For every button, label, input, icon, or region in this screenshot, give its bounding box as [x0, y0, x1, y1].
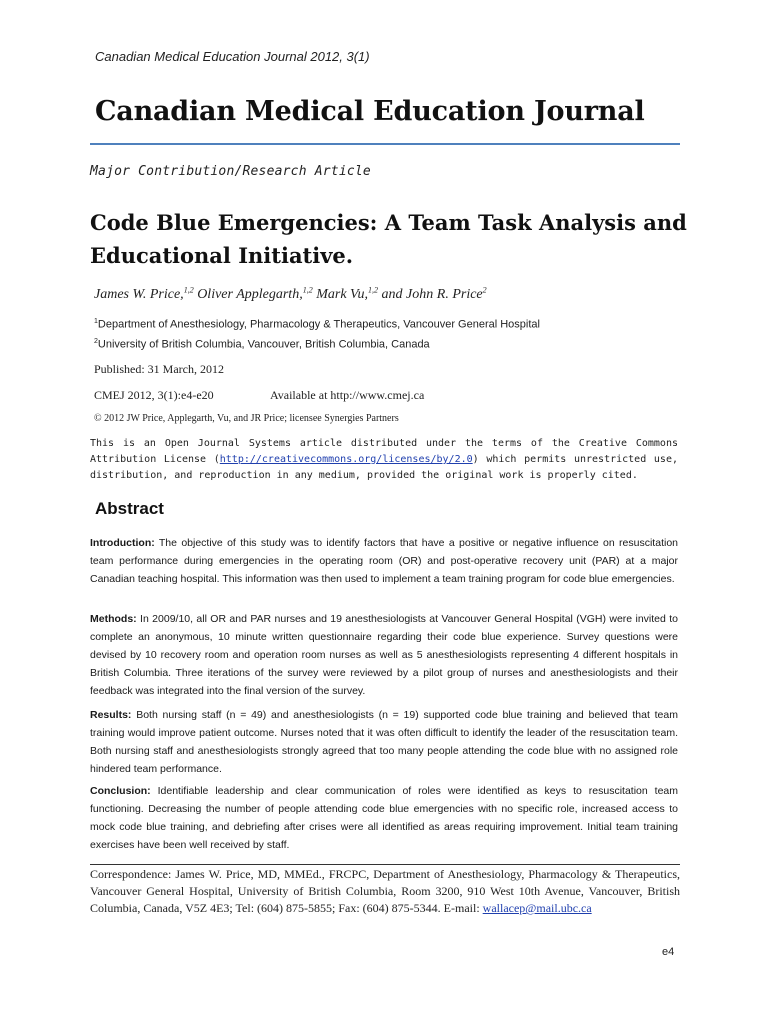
affiliation-2: $^2$University of British Columbia, Vancouver, British Columbia, Canada — [94, 338, 430, 351]
abstract-introduction: Introduction: The objective of this study was to identify factors that have a positive or negative influence on resuscitation team performance during emergencies in the operating room (OR) and post-operative recovery unit (PAR) at a major Canadian teaching hospital. This information was then used to implement a team training program for code blue emergencies. — [90, 537, 678, 585]
author: John R. Price$^2$ — [406, 285, 487, 302]
running-head: Canadian Medical Education Journal 2012, 3(1) — [95, 49, 370, 64]
email-link[interactable]: wallacep@mail.ubc.ca — [482, 901, 592, 915]
abstract-methods: Methods: In 2009/10, all OR and PAR nurses and 19 anesthesiologists at Vancouver General Hospital (VGH) were invited to complete an anonymous, 10 minute written questionnaire regarding their code blue experience. Survey questions were devised by 10 recovery room and operation room nurses as well as 5 anesthesiologists representing 4 different hospitals in British Columbia. Three iterations of the survey were reviewed by a pilot group of nurses and anesthesiologists and their feedback was integrated into the final version of the survey. — [90, 613, 678, 697]
abstract-heading: Abstract — [95, 499, 164, 518]
article-type: Major Contribution/Research Article — [90, 164, 371, 179]
title-rule — [90, 143, 680, 145]
abstract-results: Results: Both nursing staff (n = 49) and anesthesiologists (n = 19) supported code blue training and believed that team training would improve patient outcome. Nurses noted that it was often difficult to identify the leader of the resuscitation team. Both nursing staff and anesthesiologists strongly agreed that too many people attending the code blue with no assigned role hindered team performance. — [90, 709, 678, 775]
license-link[interactable]: http://creativecommons.org/licenses/by/2.0 — [219, 454, 473, 465]
journal-title: Canadian Medical Education Journal — [95, 96, 645, 127]
article-title: Code Blue Emergencies: A Team Task Analysis and Educational Initiative. — [90, 210, 687, 268]
copyright-notice: © 2012 JW Price, Applegarth, Vu, and JR Price; licensee Synergies Partners — [94, 413, 399, 424]
abstract-conclusion: Conclusion: Identifiable leadership and clear communication of roles were identified as keys to resuscitation team functioning. Decreasing the number of people attending code blue emergencies with no specific role, increased access to mock code blue training, and debriefing after crises were all identified as areas requiring improvement. Initial team training exercises have been well received by staff. — [90, 785, 678, 851]
published-date: Published: 31 March, 2012 — [94, 362, 224, 376]
page-number: e4 — [662, 946, 675, 958]
availability: Available at http://www.cmej.ca — [270, 388, 425, 402]
affiliation-1: $^1$Department of Anesthesiology, Pharmacology & Therapeutics, Vancouver General Hospital — [94, 318, 540, 331]
author: Mark Vu,$^{1,2}$ and — [316, 285, 407, 302]
author-list — [94, 285, 487, 303]
license-notice: This is an Open Journal Systems article distributed under the terms of the Creative Commons Attribution License (http://creativecommons.org/licenses/by/2.0) which permits unrestricted use, distribution, and reproduction in any medium, provided the original work is properly cited. — [90, 438, 678, 481]
author: Oliver Applegarth,$^{1,2}$ — [197, 285, 313, 302]
citation: CMEJ 2012, 3(1):e4-e20 — [94, 388, 214, 402]
correspondence: Correspondence: James W. Price, MD, MMEd., FRCPC, Department of Anesthesiology, Pharmacology & Therapeutics, Vancouver General Hospital, University of British Columbia, Room 3200, 910 West 10th Avenue, Vancouver, British Columbia, Canada, V5Z 4E3; Tel: (604) 875-5855; Fax: (604) 875-5344. E-mail: wallacep@mail.ubc.ca — [90, 867, 680, 915]
footnote-rule — [90, 864, 680, 865]
author: James W. Price,$^{1,2}$ — [94, 285, 194, 302]
